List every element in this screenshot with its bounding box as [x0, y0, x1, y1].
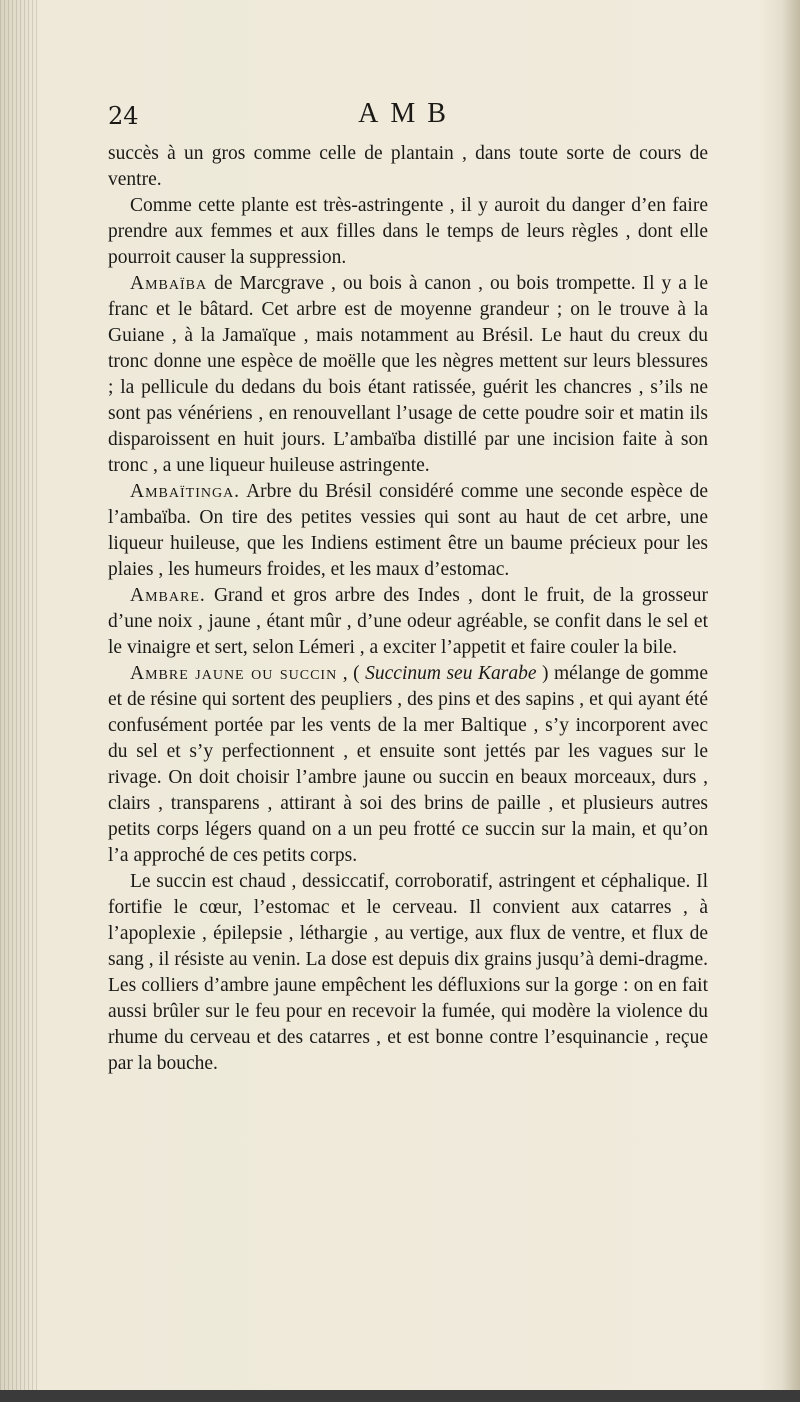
paragraph-text: Comme cette plante est très-astringente , il y auroit du danger d’en faire prendre aux femmes et aux filles dans le temps de leurs règles , dont elle pourroit causer la suppression. [108, 195, 708, 268]
page-bottom-edge [0, 1390, 800, 1402]
page-number: 24 [108, 102, 139, 130]
entry-ambaiba [108, 271, 708, 479]
entry-headword: Ambre jaune ou succin [130, 663, 338, 684]
paragraph-text: Le succin est chaud , dessiccatif, corroboratif, astringent et céphalique. Il fortifie le cœur, l’estomac et le cerveau. Il convient aux catarres , à l’apoplexie , épilepsie , léthargie , au vertige, aux flux de ventre, et flux de sang , il résiste au venin. La dose est depuis dix grains jusqu’à demi-dragme. Les colliers d’ambre jaune empêchent les défluxions sur la gorge : on en fait aussi brûler sur le feu pour en recevoir la fumée, qui modère la violence du rhume du cerveau et des catarres , et est bonne contre l’esquinancie , reçue par la bouche. [108, 871, 708, 1074]
running-head: AMB [358, 98, 458, 129]
entry-ambre-jaune [108, 661, 708, 869]
entry-headword: Ambare. [130, 585, 206, 606]
page-edge [782, 0, 800, 1402]
entry-text: Arbre du Brésil considéré comme une seconde espèce de l’ambaïba. On tire des petites vessies qui sont au haut de cet arbre, une liqueur huileuse, que les Indiens estiment être un baume précieux pour les plaies , les humeurs froides, et les maux d’estomac. [108, 481, 708, 580]
entry-text: ) mélange de gomme et de résine qui sortent des peupliers , des pins et des sapins , et qui ayant été confusément portée par les vents de la mer Baltique , s’y incorporent avec du sel et s’y perfectionnent , et ensuite sont jettés par les vagues sur le rivage. On doit choisir l’ambre jaune ou succin en beaux morceaux, durs , clairs , transparens , attirant à soi des brins de paille , et plusieurs autres petits corps légers quand on a un peu frotté ce succin sur la main, et qu’on l’a approché de ces petits corps. [108, 663, 708, 866]
entry-ambare [108, 583, 708, 661]
entry-headword: Ambaïba [130, 273, 208, 294]
paragraph-text: succès à un gros comme celle de plantain , dans toute sorte de cours de ventre. [108, 143, 708, 190]
entry-text: Grand et gros arbre des Indes , dont le fruit, de la grosseur d’une noix , jaune , étant mûr , d’une odeur agréable, se confit dans le sel et le vinaigre et sert, selon Lémeri , a exciter l’appetit et faire couler la bile. [108, 585, 708, 658]
latin-name: Succinum seu Karabe [365, 663, 537, 684]
paragraph [108, 141, 708, 193]
entry-text: de Marcgrave , ou bois à canon , ou bois trompette. Il y a le franc et le bâtard. Cet arbre est de moyenne grandeur ; on le trouve à la Guiane , à la Jamaïque , mais notamment au Brésil. Le haut du creux du tronc donne une espèce de moëlle que les nègres mettent sur leurs blessures ; la pellicule du dedans du bois étant ratissée, guérit les chancres , s’ils ne sont pas vénériens , en renouvellant l’usage de cette poudre soir et matin ils disparoissent en huit jours. L’ambaïba distillé par une incision faite à son tronc , a une liqueur huileuse astringente. [108, 273, 708, 476]
binding-gutter [0, 0, 40, 1402]
page-header [108, 98, 708, 138]
entry-headword: Ambaïtinga. [130, 481, 241, 502]
entry-punctuation: , ( [337, 663, 366, 684]
entry-ambaitinga [108, 479, 708, 583]
paragraph [108, 193, 708, 271]
body-text [108, 141, 708, 1077]
paragraph [108, 869, 708, 1077]
